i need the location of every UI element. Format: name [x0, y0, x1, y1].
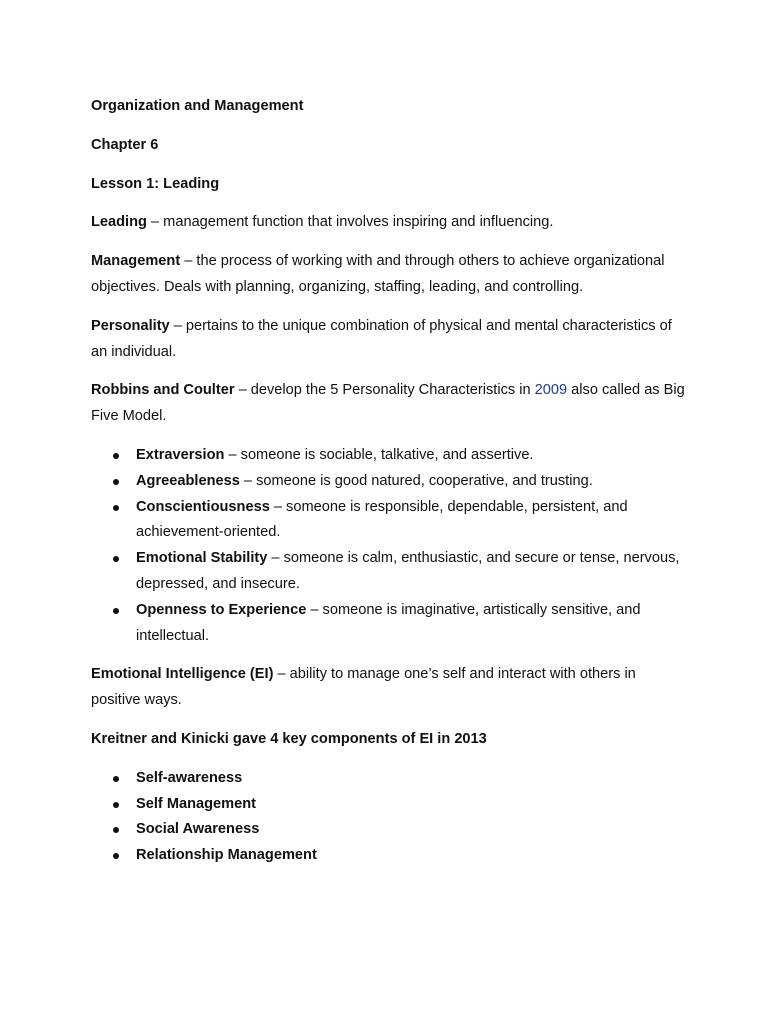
definition-leading — [91, 210, 688, 236]
bullet-icon — [113, 853, 119, 859]
bullet-icon — [113, 827, 119, 833]
definition-emotional-intelligence — [91, 662, 688, 714]
list-item-term: Openness to Experience — [136, 601, 307, 618]
definition-text: – management function that involves inspiring and influencing. — [146, 214, 554, 231]
list-item-text: – someone is sociable, talkative, and assertive. — [224, 446, 534, 463]
list-item-text: – someone is calm, enthusiastic, and secure or tense, nervous, depressed, and insecure. — [136, 550, 680, 592]
list-item-label: Social Awareness — [136, 821, 260, 838]
list-item-openness — [91, 598, 688, 650]
bullet-icon — [113, 802, 119, 808]
ei-components-list — [91, 766, 688, 869]
year-highlight: 2009 — [534, 382, 568, 399]
list-item-social-awareness — [91, 817, 688, 843]
list-item-text: – someone is responsible, dependable, persistent, and achievement-oriented. — [136, 498, 628, 541]
document-title: Organization and Management — [91, 98, 304, 114]
list-item-agreeableness — [91, 469, 688, 495]
ei-components-heading: Kreitner and Kinicki gave 4 key components of EI in 2013 — [91, 730, 487, 747]
definition-term: Leading — [91, 214, 147, 231]
definition-term: Robbins and Coulter — [91, 382, 235, 399]
bullet-icon — [113, 776, 119, 782]
chapter-heading: Chapter 6 — [91, 136, 159, 153]
list-item-term: Conscientiousness — [136, 498, 270, 515]
big-five-list — [91, 443, 688, 649]
list-item-term: Emotional Stability — [136, 550, 268, 567]
list-item-label: Relationship Management — [136, 847, 317, 864]
lesson-heading: Lesson 1: Leading — [91, 175, 220, 192]
list-item-self-management — [91, 792, 688, 818]
list-item-conscientiousness — [91, 495, 688, 547]
definition-term: Management — [91, 253, 181, 270]
bullet-icon — [113, 479, 119, 485]
definition-term: Emotional Intelligence (EI) — [91, 666, 274, 683]
definition-management — [91, 249, 688, 301]
list-item-extraversion — [91, 443, 688, 469]
list-item-label: Self-awareness — [136, 769, 243, 786]
list-item-text: – someone is imaginative, artistically sensitive, and intellectual. — [136, 601, 641, 644]
definition-personality — [91, 314, 688, 366]
list-item-self-awareness — [91, 766, 688, 792]
bullet-icon — [113, 556, 119, 562]
bullet-icon — [113, 453, 119, 459]
definition-text: – ability to manage one’s self and interact with others in positive ways. — [91, 666, 636, 709]
definition-robbins-coulter — [91, 378, 688, 430]
bullet-icon — [113, 608, 119, 614]
definition-text: also called as Big Five Model. — [91, 382, 685, 425]
list-item-term: Extraversion — [136, 446, 225, 463]
list-item-emotional-stability — [91, 546, 688, 598]
list-item-text: – someone is good natured, cooperative, and trusting. — [239, 472, 593, 489]
definition-text: – pertains to the unique combination of physical and mental characteristics of an individual. — [91, 317, 672, 360]
definition-text: – the process of working with and through others to achieve organizational objectives. Deals with planning, organizing, staffing, leading, and controlling. — [91, 253, 665, 295]
bullet-icon — [113, 505, 119, 511]
list-item-label: Self Management — [136, 795, 257, 812]
definition-term: Personality — [91, 317, 170, 334]
list-item-term: Agreeableness — [136, 472, 240, 489]
list-item-relationship-management — [91, 843, 688, 869]
definition-text: – develop the 5 Personality Characteristics in — [234, 382, 535, 399]
